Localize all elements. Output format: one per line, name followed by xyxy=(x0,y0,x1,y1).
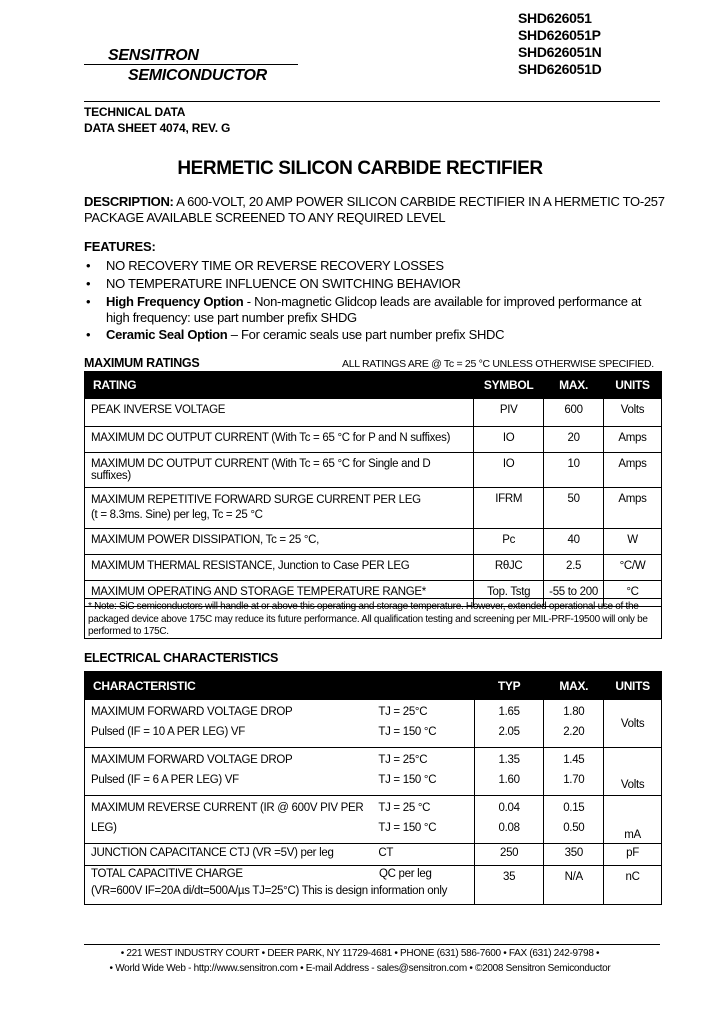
symbol-label: QC per leg xyxy=(379,868,432,880)
description xyxy=(84,194,674,226)
rating-cell: MAXIMUM DC OUTPUT CURRENT (With Tc = 65 °C for Single and D suffixes) xyxy=(85,453,474,488)
electrical-heading: ELECTRICAL CHARACTERISTICS xyxy=(84,651,279,665)
max-ratings-table xyxy=(84,371,662,607)
units-cell: Volts xyxy=(604,399,662,427)
units-cell: pF xyxy=(604,844,662,866)
units-cell: Amps xyxy=(604,453,662,488)
temperature-footnote: * Note: SiC semiconductors will handle at or above this operating and storage temperature. However, extended operational use of the packaged device above 175C may reduce its future performance. All qualification testing and screening per MIL-PRF-19500 will only be performed to 175C. xyxy=(84,598,662,639)
table-row xyxy=(85,427,662,453)
characteristic-cell: MAXIMUM FORWARD VOLTAGE DROP Pulsed (IF = 6 A PER LEG) VF xyxy=(85,748,375,796)
typ-cell: 35 xyxy=(474,866,544,905)
feature-item xyxy=(84,294,664,326)
condition-cell: TJ = 25°C TJ = 150 °C xyxy=(374,700,474,748)
electrical-table xyxy=(84,671,662,905)
symbol-cell: PIV xyxy=(474,399,544,427)
datasheet-number: DATA SHEET 4074, REV. G xyxy=(84,121,231,135)
company-name-line1: SENSITRON xyxy=(108,47,199,64)
footer-contact: • World Wide Web - http://www.sensitron.com • E-mail Address - sales@sensitron.com • ©2008 Sensitron Semiconductor xyxy=(109,963,611,974)
max-cell: 0.15 0.50 xyxy=(544,796,604,844)
units-cell: °C xyxy=(604,581,662,607)
typ-cell: 0.04 0.08 xyxy=(474,796,544,844)
table-row xyxy=(85,748,662,796)
rating-cell: MAXIMUM DC OUTPUT CURRENT (With Tc = 65 °C for P and N suffixes) xyxy=(85,427,474,453)
feature-item xyxy=(84,327,664,343)
bullet-icon: • xyxy=(86,276,91,291)
typ-cell: 1.35 1.60 xyxy=(474,748,544,796)
table-header-row xyxy=(85,672,662,700)
column-header: CHARACTERISTIC xyxy=(85,672,475,700)
table-row xyxy=(85,399,662,427)
rating-cell: MAXIMUM OPERATING AND STORAGE TEMPERATURE RANGE* xyxy=(85,581,474,607)
part-number-list xyxy=(518,10,601,78)
feature-text: NO TEMPERATURE INFLUENCE ON SWITCHING BEHAVIOR xyxy=(106,276,461,291)
max-cell: 10 xyxy=(544,453,604,488)
footer-address: • 221 WEST INDUSTRY COURT • DEER PARK, NY 11729-4681 • PHONE (631) 586-7600 • FAX (631) 242-9798 • xyxy=(120,948,600,959)
rating-cell: PEAK INVERSE VOLTAGE xyxy=(85,399,474,427)
symbol-cell: IO xyxy=(474,427,544,453)
column-header: MAX. xyxy=(544,372,604,399)
table-row xyxy=(85,866,662,905)
table-row xyxy=(85,555,662,581)
feature-text: NO RECOVERY TIME OR REVERSE RECOVERY LOSSES xyxy=(106,258,444,273)
typ-cell: 1.65 2.05 xyxy=(474,700,544,748)
units-cell: nC xyxy=(604,866,662,905)
units-cell: Amps xyxy=(604,427,662,453)
feature-bold-label: Ceramic Seal Option xyxy=(106,327,228,342)
condition-cell: TJ = 25 °C TJ = 150 °C xyxy=(374,796,474,844)
symbol-cell: Top. Tstg xyxy=(474,581,544,607)
description-label: DESCRIPTION: xyxy=(84,194,174,209)
max-ratings-heading: MAXIMUM RATINGS xyxy=(84,356,200,370)
part-number: SHD626051P xyxy=(518,27,601,43)
feature-text: - Non-magnetic Glidcop leads are available for improved performance at high frequency: use part number prefix SHDG xyxy=(106,294,642,325)
bullet-icon: • xyxy=(86,258,91,273)
feature-text: – For ceramic seals use part number prefix SHDC xyxy=(227,327,505,342)
units-cell: Volts xyxy=(604,748,662,796)
rating-cell: MAXIMUM THERMAL RESISTANCE, Junction to Case PER LEG xyxy=(85,555,474,581)
header-divider xyxy=(84,101,660,102)
symbol-cell: Pc xyxy=(474,529,544,555)
units-cell: °C/W xyxy=(604,555,662,581)
symbol-cell: IO xyxy=(474,453,544,488)
part-number: SHD626051N xyxy=(518,44,602,60)
ratings-note: ALL RATINGS ARE @ Tc = 25 °C UNLESS OTHERWISE SPECIFIED. xyxy=(342,358,654,370)
feature-bold-label: High Frequency Option xyxy=(106,294,244,309)
features-heading: FEATURES: xyxy=(84,239,156,254)
units-cell: mA xyxy=(604,796,662,844)
condition-cell: TJ = 25°C TJ = 150 °C xyxy=(374,748,474,796)
column-header: RATING xyxy=(85,372,474,399)
max-cell: -55 to 200 xyxy=(544,581,604,607)
technical-data-label: TECHNICAL DATA xyxy=(84,105,186,119)
max-cell: 40 xyxy=(544,529,604,555)
max-cell: N/A xyxy=(544,866,604,905)
table-row xyxy=(85,453,662,488)
table-header-row xyxy=(85,372,662,399)
column-header: TYP xyxy=(474,672,544,700)
max-cell: 50 xyxy=(544,488,604,529)
symbol-cell: CT xyxy=(374,844,474,866)
table-row xyxy=(85,844,662,866)
max-cell: 20 xyxy=(544,427,604,453)
max-cell: 1.45 1.70 xyxy=(544,748,604,796)
bullet-icon: • xyxy=(86,294,91,309)
page-title: HERMETIC SILICON CARBIDE RECTIFIER xyxy=(177,158,543,179)
column-header: SYMBOL xyxy=(474,372,544,399)
max-cell: 2.5 xyxy=(544,555,604,581)
units-cell: W xyxy=(604,529,662,555)
max-cell: 1.80 2.20 xyxy=(544,700,604,748)
characteristic-cell: JUNCTION CAPACITANCE CTJ (VR =5V) per leg xyxy=(85,844,375,866)
characteristic-cell: MAXIMUM REVERSE CURRENT (IR @ 600V PIV PER LEG) xyxy=(85,796,375,844)
typ-cell: 250 xyxy=(474,844,544,866)
part-number: SHD626051D xyxy=(518,61,602,77)
table-row xyxy=(85,529,662,555)
footer-divider xyxy=(84,944,660,945)
units-cell: Volts xyxy=(604,700,662,748)
table-row xyxy=(85,796,662,844)
characteristic-cell: MAXIMUM FORWARD VOLTAGE DROP Pulsed (IF = 10 A PER LEG) VF xyxy=(85,700,375,748)
rating-cell: MAXIMUM REPETITIVE FORWARD SURGE CURRENT PER LEG (t = 8.3ms. Sine) per leg, Tc = 25 °C xyxy=(85,488,474,529)
feature-item xyxy=(84,258,664,274)
bullet-icon: • xyxy=(86,327,91,342)
column-header: UNITS xyxy=(604,672,662,700)
logo-divider xyxy=(84,64,298,65)
feature-item xyxy=(84,276,664,292)
symbol-cell: IFRM xyxy=(474,488,544,529)
description-text: A 600-VOLT, 20 AMP POWER SILICON CARBIDE RECTIFIER IN A HERMETIC TO-257 PACKAGE AVAILABLE SCREENED TO ANY REQUIRED LEVEL xyxy=(84,194,665,225)
column-header: MAX. xyxy=(544,672,604,700)
document-info xyxy=(84,104,230,136)
part-number: SHD626051 xyxy=(518,10,592,26)
table-row xyxy=(85,700,662,748)
symbol-cell: RθJC xyxy=(474,555,544,581)
column-header: UNITS xyxy=(604,372,662,399)
max-cell: 600 xyxy=(544,399,604,427)
table-row xyxy=(85,488,662,529)
units-cell: Amps xyxy=(604,488,662,529)
max-cell: 350 xyxy=(544,844,604,866)
rating-cell: MAXIMUM POWER DISSIPATION, Tc = 25 °C, xyxy=(85,529,474,555)
company-name-line2: SEMICONDUCTOR xyxy=(128,67,267,84)
characteristic-cell: TOTAL CAPACITIVE CHARGE (VR=600V IF=20A di/dt=500A/µs TJ=25°C) This is design information only QC per leg xyxy=(85,866,475,905)
